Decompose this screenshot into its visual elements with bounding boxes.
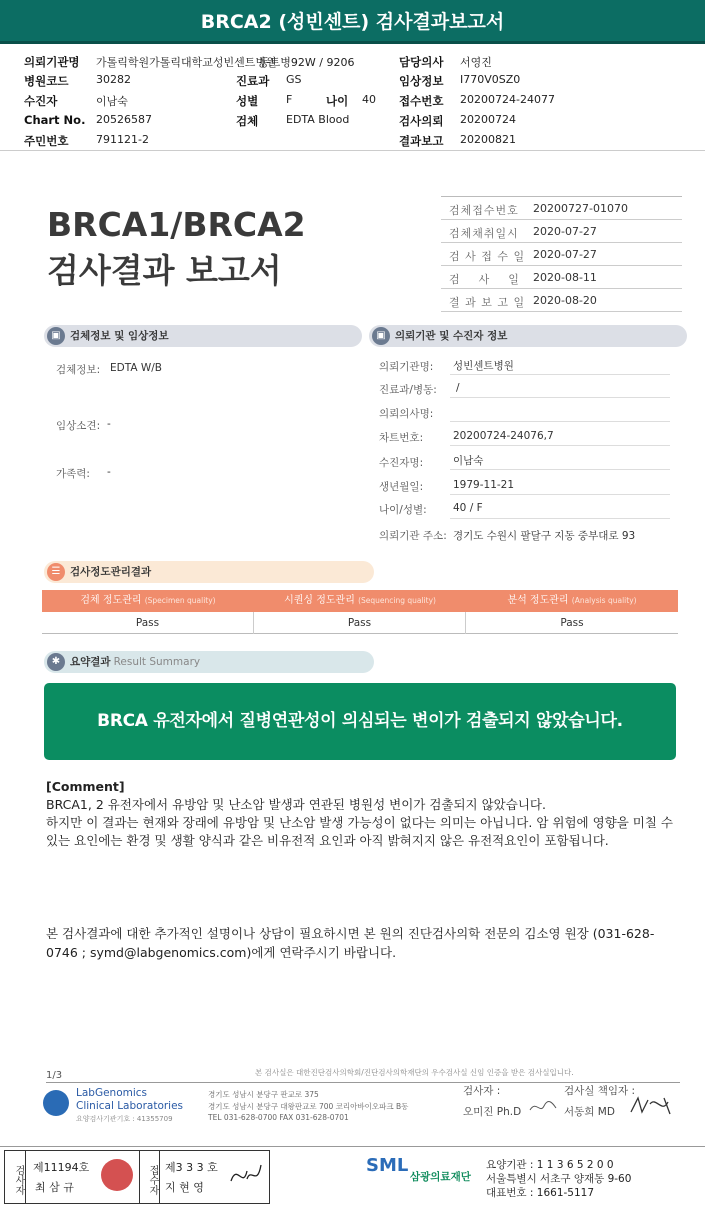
address-value: 경기도 수원시 팔달구 지동 중부대로 93 [453,530,636,542]
lock-icon: ▣ [372,327,390,345]
examiner-signature [528,1098,558,1116]
labgenomics-logo-icon [43,1090,69,1116]
clinical-label: 임상소견: [56,420,101,432]
header-value: 동트병92W / 9206 [259,56,355,69]
institution-value: 성빈센트병원 [453,360,514,372]
quality-table-row [42,612,678,634]
comment-line: 하지만 이 결과는 현재와 장래에 유방암 및 난소암 발생 가능성이 없다는 의미는 아닙니다. 암 위험에 영향을 미칠 수 있는 요인에는 환경 및 생활 양식과 같은 비유전적 요인과 아직 밝혀지지 않은 유전적요인이 포함됩니다. [46,815,673,848]
lab-address: 경기도 성남시 분당구 판교로 375 [208,1090,319,1099]
header-value: EDTA Blood [286,113,350,126]
section-summary-header [44,651,374,673]
section-quality-header [44,561,374,583]
lock-icon: ▣ [47,327,65,345]
meta-value: 20200727-01070 [533,202,628,215]
comment-block [46,778,686,850]
header-key: 결과보고 [399,134,444,148]
section-title: 요약결과 [70,656,111,668]
examiner-label: 검사자 : [463,1085,501,1097]
lab-contact: TEL 031-628-0700 FAX 031-628-0701 [208,1113,349,1122]
quality-header-specimen: 검체 정도관리 (Specimen quality) [80,595,216,606]
sml-foundation-name: 삼광의료재단 [410,1171,471,1183]
section-title: 검사정도관리결과 [70,566,152,578]
header-row [24,73,694,91]
birthdate-value: 1979-11-21 [453,479,515,491]
header-value: 가톨릭학원가톨릭대학교성빈센트병원 [96,56,277,69]
examiner-name: 오미진 Ph.D [463,1106,522,1118]
examiner-cell: 검사자 [13,1164,24,1195]
lab-address: 경기도 성남시 분당구 대왕판교로 700 코리아바이오파크 B동 [208,1102,409,1111]
section-specimen-header [44,325,362,347]
director-name: 서동희 MD [564,1106,615,1118]
meta-row [441,266,682,289]
header-key: 수진자 [24,94,58,108]
foundation-code: 요양기관 : 1 1 3 6 5 2 0 0 [486,1159,614,1171]
address-label: 의뢰기관 주소: [379,530,447,542]
receiver-signature [227,1159,265,1193]
family-history-label: 가족력: [56,468,90,480]
meta-value: 2020-07-27 [533,225,597,238]
header-key: 검사의뢰 [399,114,444,128]
header-key: 성별 [236,94,259,108]
header-divider [0,150,705,151]
header-key: 임상정보 [399,74,444,88]
header-value: 20526587 [96,113,152,126]
meta-row [441,220,682,243]
page-number: 1/3 [46,1070,63,1081]
header-key: Chart No. [24,113,86,127]
chart-number-value: 20200724-24076,7 [453,430,554,442]
age-sex-label: 나이/성별: [379,504,427,516]
header-value: 791121-2 [96,133,149,146]
header-key: 진료과 [236,74,270,88]
specimen-value: EDTA W/B [110,362,162,374]
meta-key: 검 사 접 수 일 [449,250,526,263]
header-row [24,133,694,151]
accreditation-note: 본 검사실은 대한진단검사의학회/진단검사의학재단의 우수검사실 신임 인증을 받은 검사실입니다. [255,1068,574,1077]
chart-number-label: 차트번호: [379,432,424,444]
meta-key: 결 과 보 고 일 [449,296,526,309]
department-label: 진료과/병동: [379,384,437,396]
meta-row [441,197,682,220]
comment-line: BRCA1, 2 유전자에서 유방암 및 난소암 발생과 연관된 병원성 변이가 검출되지 않았습니다. [46,797,546,812]
seal-stamp-icon [101,1159,133,1191]
section-subtitle: Result Summary [113,656,201,668]
meta-key: 검 사 일 [449,273,520,286]
header-key: 의뢰기관명 [24,55,80,69]
patient-name-value: 이남숙 [453,455,484,467]
quality-value: Pass [42,612,254,634]
header-key: 나이 [326,94,349,108]
foundation-address: 서울특별시 서초구 양재동 9-60 [486,1173,632,1185]
receiver-cell: 접수자 [147,1164,158,1195]
meta-value: 2020-08-11 [533,271,597,284]
report-banner-title: BRCA2 (성빈센트) 검사결과보고서 [0,0,705,44]
header-key: 주민번호 [24,134,69,148]
header-value: 30282 [96,73,131,86]
quality-table [42,590,678,634]
report-title-line2: 검사결과 보고서 [47,251,282,290]
specimen-label: 검체정보: [56,364,101,376]
report-title [47,202,306,294]
report-title-line1: BRCA1/BRCA2 [47,205,306,244]
staff-stamp-box [4,1150,270,1204]
director-label: 검사실 책임자 : [564,1085,636,1097]
director-signature [628,1094,674,1118]
header-value: 20200724 [460,113,516,126]
quality-table-header [42,590,678,612]
header-value: 이남숙 [96,95,128,108]
header-value: 20200724-24077 [460,93,555,106]
institution-label: 의뢰기관명: [379,361,434,373]
contact-text: 본 검사결과에 대한 추가적인 설명이나 상담이 필요하시면 본 원의 진단검사의학 전문의 김소영 원장 (031-628-0746 ; symd@labgenomics.com)에게 연락주시기 바랍니다. [46,926,655,960]
header-value: F [286,93,293,106]
header-value: I770V0SZ0 [460,73,521,86]
header-value: 서영진 [460,56,492,69]
comment-heading: [Comment] [46,779,125,794]
quality-header-sequencing: 시퀀싱 정도관리 (Sequencing quality) [284,595,436,606]
specimen-meta-table [441,196,682,312]
sml-logo: SML [366,1155,409,1176]
clipboard-icon: ☰ [47,563,65,581]
section-institution-header [369,325,687,347]
department-value: / [456,382,460,394]
header-value: GS [286,73,302,86]
lab-name: LabGenomics [76,1087,148,1099]
receiver-person: 지 현 영 [165,1181,204,1194]
meta-key: 검체채취일시 [449,227,519,240]
meta-key: 검체접수번호 [449,204,519,217]
meta-value: 2020-08-20 [533,294,597,307]
header-key: 검체 [236,114,259,128]
section-title: 검체정보 및 임상정보 [70,330,169,342]
quality-header-analysis: 분석 정도관리 (Analysis quality) [507,595,637,606]
lab-code: 요양검사기관기호 : 41355709 [76,1115,173,1123]
patient-name-label: 수진자명: [379,457,424,469]
birthdate-label: 생년월일: [379,481,424,493]
ribbon-icon: ✱ [47,653,65,671]
age-sex-value: 40 / F [453,502,483,514]
section-title: 의뢰기관 및 수진자 정보 [395,330,508,342]
quality-value: Pass [254,612,466,634]
header-key: 담당의사 [399,55,444,69]
header-row [24,113,694,131]
clinical-value: - [107,418,111,430]
header-row [24,93,694,111]
meta-row [441,289,682,312]
lab-name-sub: Clinical Laboratories [76,1100,184,1112]
meta-row [441,243,682,266]
examiner-person: 최 삼 규 [35,1181,74,1194]
foundation-phone: 대표번호 : 1661-5117 [486,1187,595,1199]
examiner-license: 제11194호 [33,1161,90,1174]
header-row [24,54,694,72]
doctor-label: 의뢰의사명: [379,408,434,420]
family-history-value: - [107,466,111,478]
header-value: 20200821 [460,133,516,146]
header-key: 접수번호 [399,94,444,108]
meta-value: 2020-07-27 [533,248,597,261]
header-key: 병원코드 [24,74,69,88]
result-summary-box: BRCA 유전자에서 질병연관성이 의심되는 변이가 검출되지 않았습니다. [44,683,676,760]
header-value: 40 [362,93,376,106]
receiver-license: 제3 3 3 호 [165,1161,218,1174]
quality-value: Pass [560,617,584,629]
